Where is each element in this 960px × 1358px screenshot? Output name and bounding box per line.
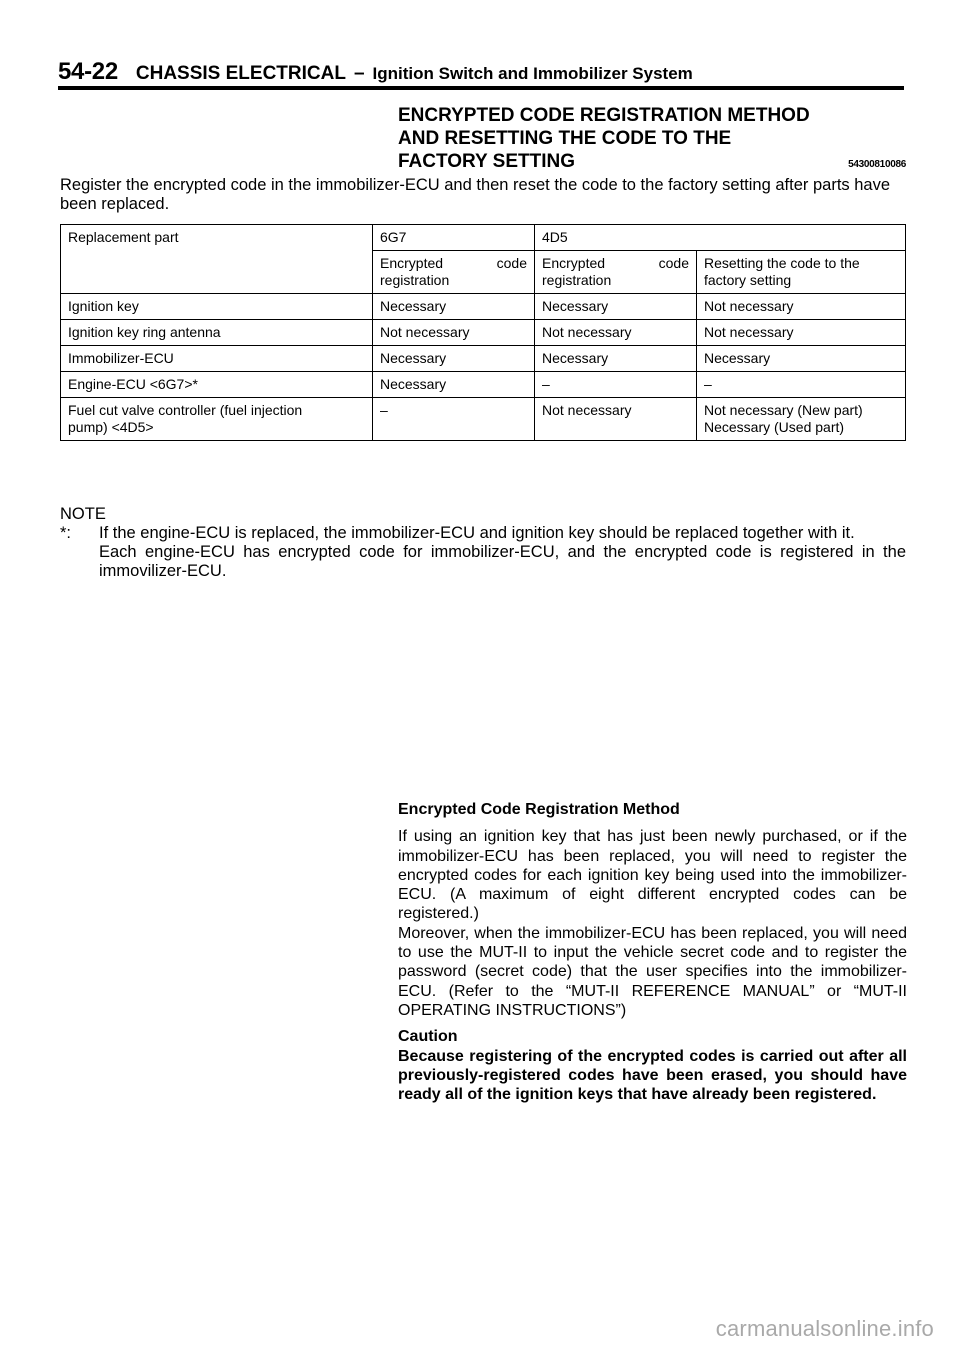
note-line-1: If the engine-ECU is replaced, the immobilizer-ECU and ignition key should be replaced together with it. [99,524,855,542]
header-separator: – [353,63,365,84]
row-part: Fuel cut valve controller (fuel injection pump) <4D5> [61,398,373,441]
row-part: Ignition key [61,294,373,320]
row-4d5-encrypted: Not necessary [535,398,697,441]
row-6g7: Necessary [373,294,535,320]
subheader-4d5-reset: Resetting the code to the factory setting [697,251,906,294]
row-4d5-encrypted: Necessary [535,294,697,320]
header-4d5: 4D5 [535,225,906,251]
row-part: Engine-ECU <6G7>* [61,372,373,398]
section-title-line-1: ENCRYPTED CODE REGISTRATION METHOD [398,105,810,126]
row-4d5-reset: Not necessary (New part) Necessary (Used part) [697,398,906,441]
row-6g7: Not necessary [373,320,535,346]
row-6g7: – [373,398,535,441]
method-paragraph-2: Moreover, when the immobilizer-ECU has been replaced, you will need to use the MUT-II to input the vehicle secret code and to register the password (secret code) that the user specifies into the immobilizer-ECU. (Refer to the “MUT-II REFERENCE MANUAL” or “MUT-II OPERATING INSTRUCTIONS”) [398,924,907,1019]
row-4d5-encrypted: – [535,372,697,398]
section-title [398,104,906,176]
header-rule [58,86,904,90]
section-title-line-3-row [398,150,906,176]
method-heading: Encrypted Code Registration Method [398,801,680,818]
table-row [61,398,906,441]
caution-text: Because registering of the encrypted codes is carried out after all previously-registered codes have been erased, you should have ready all of the ignition keys that have already been registered. [398,1047,907,1104]
registration-method-section [398,800,907,1104]
row-4d5-reset: Not necessary [697,320,906,346]
note-line-2: Each engine-ECU has encrypted code for immobilizer-ECU, and the encrypted code is registered in the immovilizer-ECU. [99,543,906,580]
site-watermark: carmanualsonline.info [715,1316,934,1341]
table-row [61,372,906,398]
note-heading: NOTE [60,505,106,523]
page-header [58,58,902,86]
row-4d5-reset: Necessary [697,346,906,372]
reference-code: 54300810086 [848,159,906,170]
subheader-4d5-encrypted: Encrypted code registration [535,251,697,294]
table-row [61,294,906,320]
table-header-row [61,225,906,251]
replacement-parts-table [60,224,906,441]
caution-heading: Caution [398,1028,458,1046]
note-item [60,524,906,581]
row-6g7: Necessary [373,372,535,398]
subject-title: Ignition Switch and Immobilizer System [372,64,693,83]
header-6g7: 6G7 [373,225,535,251]
row-part: Immobilizer-ECU [61,346,373,372]
section-title-line-2: AND RESETTING THE CODE TO THE [398,128,732,149]
method-paragraph-1: If using an ignition key that has just been newly purchased, or if the immobilizer-ECU has been replaced, you will need to register the encrypted codes for each ignition key being used into the immobilizer-ECU. (A maximum of eight different encrypted codes can be registered.) [398,828,907,923]
chapter-title: CHASSIS ELECTRICAL [135,63,346,84]
table-row [61,346,906,372]
row-part: Ignition key ring antenna [61,320,373,346]
section-title-line-3: FACTORY SETTING [398,151,576,172]
row-4d5-encrypted: Not necessary [535,320,697,346]
table-row [61,320,906,346]
intro-paragraph: Register the encrypted code in the immobilizer-ECU and then reset the code to the factory setting after parts have been replaced. [60,176,891,213]
note-asterisk: *: [60,524,72,542]
page-number: 54-22 [58,58,118,85]
subheader-6g7-encrypted: Encrypted code registration [373,251,535,294]
row-6g7: Necessary [373,346,535,372]
header-replacement-part: Replacement part [61,225,373,294]
note-body [99,524,906,581]
row-4d5-reset: – [697,372,906,398]
note-block [60,505,906,581]
row-4d5-reset: Not necessary [697,294,906,320]
row-4d5-encrypted: Necessary [535,346,697,372]
